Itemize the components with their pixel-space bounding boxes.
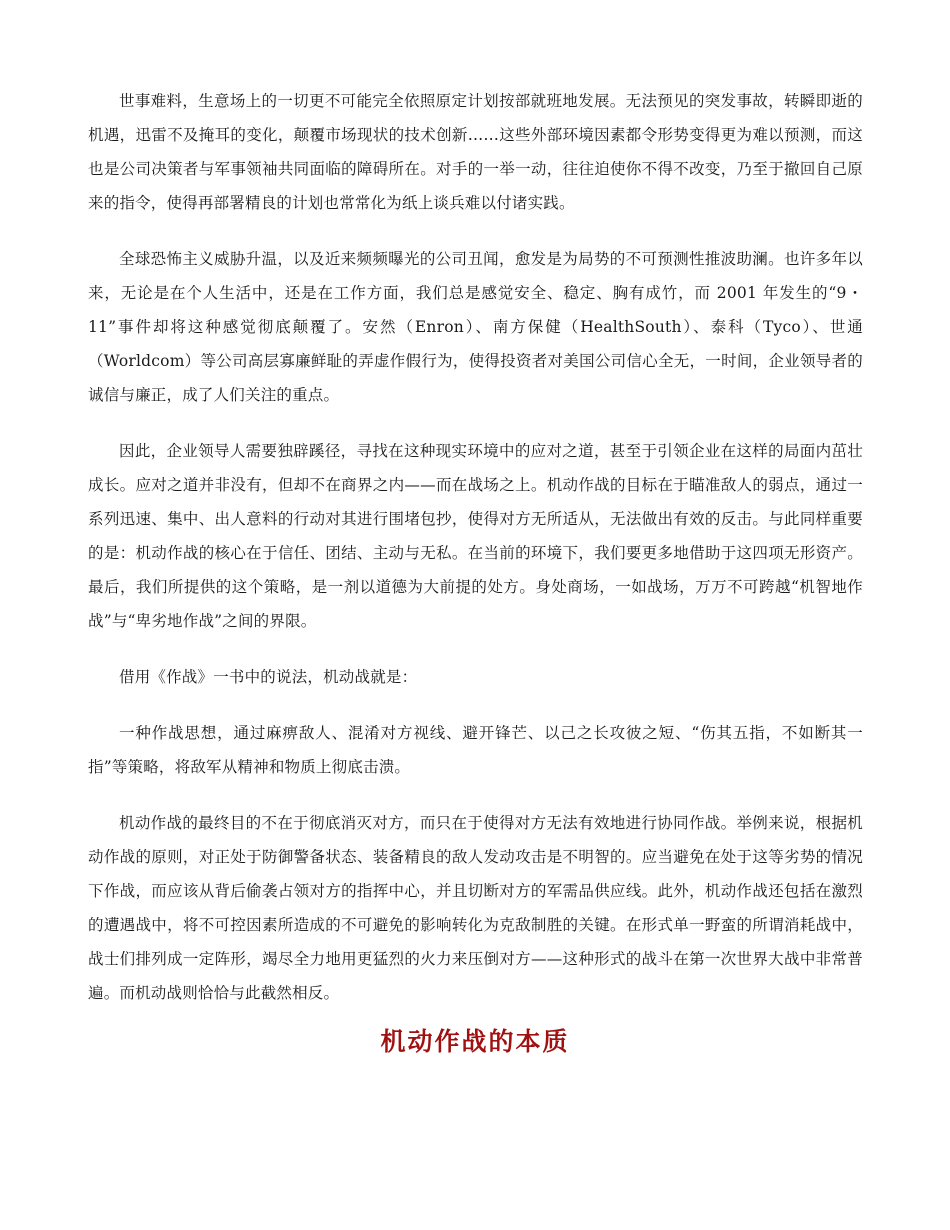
paragraph-4: 借用《作战》一书中的说法，机动战就是： <box>119 668 418 686</box>
paragraph-3: 因此，企业领导人需要独辟蹊径，寻找在这种现实环境中的应对之道，甚至于引领企业在这样的局面内茁壮成长。应对之道并非没有，但却不在商界之内——而在战场之上。机动作战的目标在于瞄准敌人的弱点，通过一系列迅速、集中、出人意料的行动对其进行围堵包抄，使得对方无所适从，无法做出有效的反击。与此同样重要的是：机动作战的核心在于信任、团结、主动与无私。在当前的环境下，我们要更多地借助于这四项无形资产。最后，我们所提供的这个策略，是一剂以道德为大前提的处方。身处商场，一如战场，万万不可跨越“机智地作战”与“卑劣地作战”之间的界限。 <box>88 442 863 630</box>
paragraph-2: 全球恐怖主义威胁升温，以及近来频频曝光的公司丑闻，愈发是为局势的不可预测性推波助澜。也许多年以来，无论是在个人生活中，还是在工作方面，我们总是感觉安全、稳定、胸有成竹，而 2001 年发生的“9・11”事件却将这种感觉彻底颠覆了。安然（Enron）、南方保健（HealthSouth）、泰科（Tyco）、世通（Worldcom）等公司高层寡廉鲜耻的弄虚作假行为，使得投资者对美国公司信心全无，一时间，企业领导者的诚信与廉正，成了人们关注的重点。 <box>88 250 863 404</box>
section-heading: 机动作战的本质 <box>380 1027 570 1056</box>
body-text <box>88 84 863 1032</box>
paragraph-5-quote: 一种作战思想，通过麻痹敌人、混淆对方视线、避开锋芒、以己之长攻彼之短、“伤其五指，不如断其一指”等策略，将敌军从精神和物质上彻底击溃。 <box>88 724 863 776</box>
paragraph-6: 机动作战的最终目的不在于彻底消灭对方，而只在于使得对方无法有效地进行协同作战。举例来说，根据机动作战的原则，对正处于防御警备状态、装备精良的敌人发动攻击是不明智的。应当避免在处于这等劣势的情况下作战，而应该从背后偷袭占领对方的指挥中心，并且切断对方的军需品供应线。此外，机动作战还包括在激烈的遭遇战中，将不可控因素所造成的不可避免的影响转化为克敌制胜的关键。在形式单一野蛮的所谓消耗战中，战士们排列成一定阵形，竭尽全力地用更猛烈的火力来压倒对方——这种形式的战斗在第一次世界大战中非常普遍。而机动战则恰恰与此截然相反。 <box>88 814 863 1002</box>
paragraph-1: 世事难料，生意场上的一切更不可能完全依照原定计划按部就班地发展。无法预见的突发事故，转瞬即逝的机遇，迅雷不及掩耳的变化，颠覆市场现状的技术创新……这些外部环境因素都令形势变得更为难以预测，而这也是公司决策者与军事领袖共同面临的障碍所在。对手的一举一动，往往迫使你不得不改变，乃至于撤回自己原来的指令，使得再部署精良的计划也常常化为纸上谈兵难以付诸实践。 <box>88 92 863 212</box>
